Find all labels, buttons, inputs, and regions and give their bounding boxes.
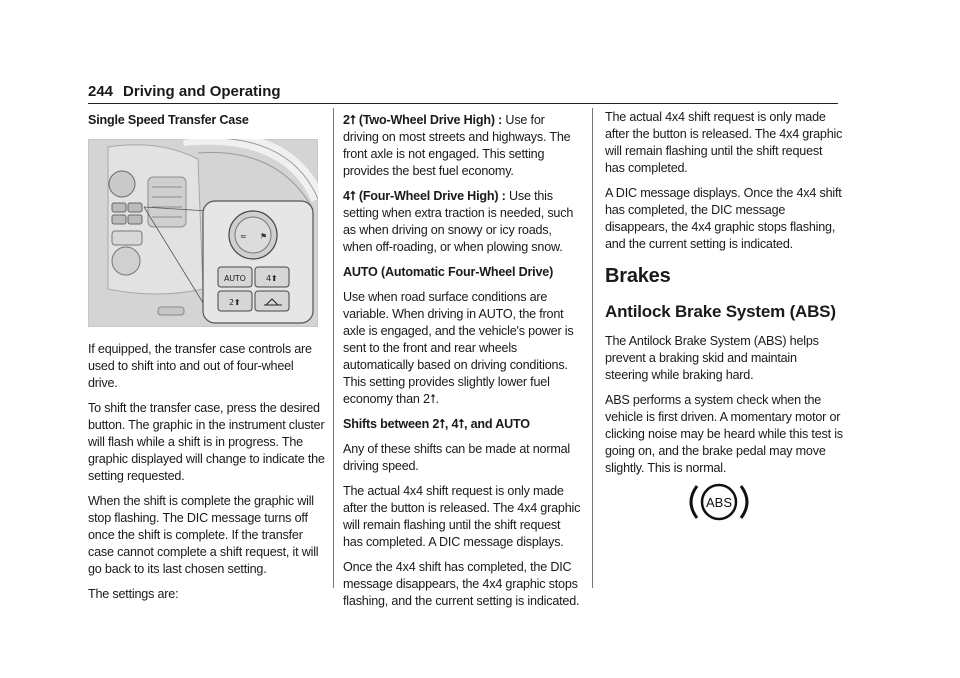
abs-symbol-text: ABS: [705, 495, 733, 510]
figure-two-label: 2⬆: [229, 298, 241, 307]
paragraph: The actual 4x4 shift request is only made after the button is released. The 4x4 graphic will remain flashing until the shift request has completed.: [605, 110, 843, 175]
column-divider: [333, 108, 334, 588]
figure-auto-label: AUTO: [224, 274, 246, 283]
column-divider: [592, 108, 593, 588]
shifts-heading: Shifts between 2⭡, 4⭡, and AUTO: [343, 417, 530, 431]
paragraph: Once the 4x4 shift has completed, the DIC message disappears, the 4x4 graphic stops flashing, and the current setting is indicated.: [343, 560, 580, 608]
column-2: [343, 112, 583, 618]
paragraph: The settings are:: [88, 587, 179, 601]
setting-four-wheel: [343, 188, 583, 256]
abs-warning-icon: [683, 478, 755, 526]
svg-text:≈: ≈: [240, 232, 247, 241]
page-number: 244: [88, 83, 114, 100]
paragraph: If equipped, the transfer case controls are used to shift into and out of four-wheel drive.: [88, 342, 312, 390]
paragraph: ABS performs a system check when the vehicle is first driven. A momentary motor or clicking noise may be heard while this test is going on, and the brake pedal may move slightly. This is normal.: [605, 393, 843, 475]
setting-label: 4⭡ (Four-Wheel Drive High) :: [343, 189, 506, 203]
paragraph: Any of these shifts can be made at normal driving speed.: [343, 442, 571, 473]
brakes-heading: Brakes: [605, 265, 671, 287]
paragraph: To shift the transfer case, press the desired button. The graphic in the instrument cluster will flash while a shift is in progress. The graphic displayed will change to indicate the setting requested.: [88, 401, 325, 483]
section-title: Driving and Operating: [123, 83, 281, 100]
setting-text: Use this setting when extra traction is needed, such as when driving on snowy or icy roads, when off-roading, or when plowing snow.: [343, 189, 574, 254]
paragraph: Use when road surface conditions are variable. When driving in AUTO, the front axle is engaged, and the vehicle's power is sent to the front and rear wheels automatically based on driving conditions. This setting provides slightly lower fuel economy than 2⭡.: [343, 290, 574, 406]
setting-two-wheel: [343, 112, 583, 180]
setting-text: Use for driving on most streets and highways. The front axle is not engaged. This setting provides the best fuel economy.: [343, 113, 571, 178]
paragraph: The actual 4x4 shift request is only made after the button is released. The 4x4 graphic will remain flashing until the shift request has completed. A DIC message displays.: [343, 484, 581, 549]
paragraph: When the shift is complete the graphic will stop flashing. The DIC message turns off once the shift is complete. If the transfer case cannot complete a shift request, it will go back to its last chosen setting.: [88, 494, 319, 576]
abs-heading: Antilock Brake System (ABS): [605, 302, 836, 321]
auto-heading: AUTO (Automatic Four-Wheel Drive): [343, 265, 554, 279]
figure-four-label: 4⬆: [266, 274, 278, 283]
column-3: [605, 109, 843, 485]
setting-label: 2⭡ (Two-Wheel Drive High) :: [343, 113, 503, 127]
page-header: [88, 83, 838, 103]
transfer-case-heading: Single Speed Transfer Case: [88, 113, 249, 127]
transfer-case-controls-illustration: [88, 139, 318, 327]
paragraph: A DIC message displays. Once the 4x4 shift has completed, the DIC message disappears, the 4x4 graphic stops flashing, and the current setting is indicated.: [605, 186, 842, 251]
svg-text:⚑: ⚑: [260, 232, 267, 241]
paragraph: The Antilock Brake System (ABS) helps prevent a braking skid and maintain steering while braking hard.: [605, 334, 819, 382]
column-1: [88, 112, 326, 611]
header-rule: [88, 103, 838, 104]
